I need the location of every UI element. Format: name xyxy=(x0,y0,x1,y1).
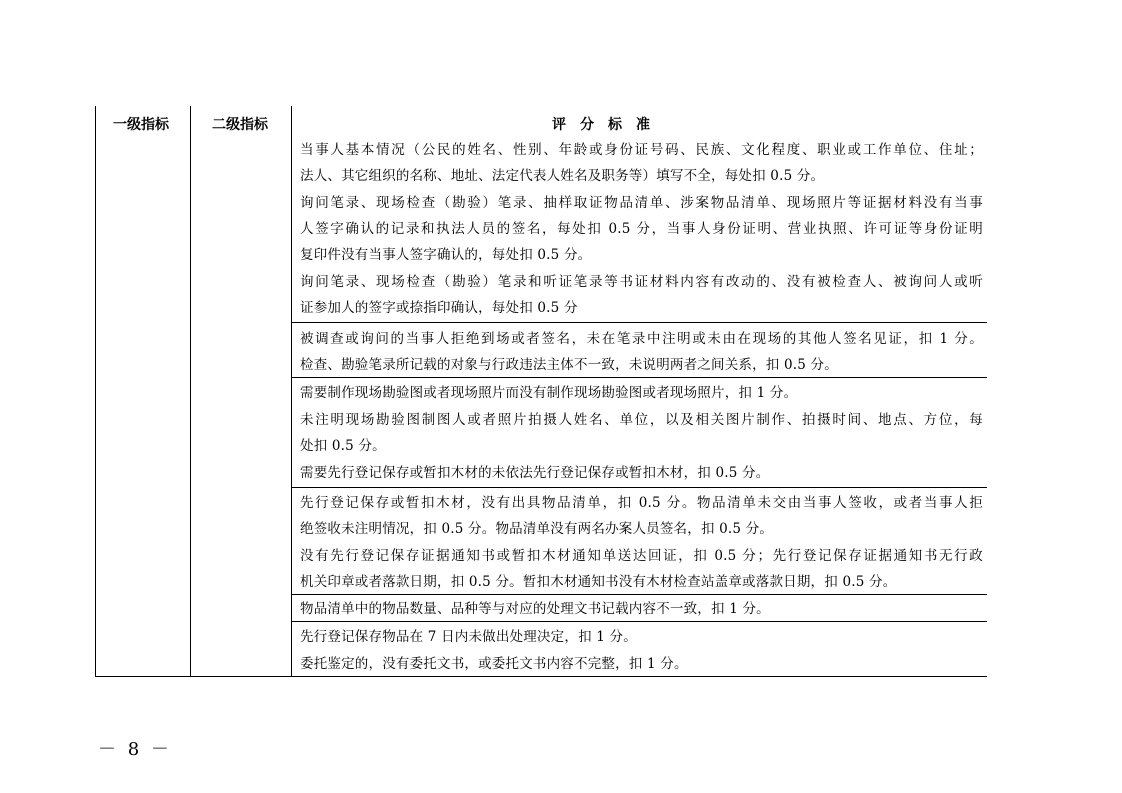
criteria-block xyxy=(292,594,987,622)
criteria-line: 没有先行登记保存证据通知书或暂扣木材通知单送达回证，扣 0.5 分；先行登记保存证据通知书无行政 xyxy=(300,548,983,564)
criteria-line: 法人、其它组织的名称、地址、法定代表人姓名及职务等）填写不全，每处扣 0.5 分。 xyxy=(300,168,825,184)
criteria-line: 先行登记保存物品在 7 日内未做出处理决定，扣 1 分。 xyxy=(300,629,637,645)
criteria-block xyxy=(292,377,987,488)
criteria-line: 检查、勘验笔录所记载的对象与行政违法主体不一致，未说明两者之间关系，扣 0.5 分。 xyxy=(300,357,838,373)
criteria-block xyxy=(292,487,987,595)
criteria-block xyxy=(292,322,987,378)
criteria-line: 绝签收未注明情况，扣 0.5 分。物品清单没有两名办案人员签名，扣 0.5 分。 xyxy=(300,521,774,537)
criteria-line: 询问笔录、现场检查（勘验）笔录和听证笔录等书证材料内容有改动的、没有被检查人、被询问人或听 xyxy=(300,274,983,290)
header-level2-indicator: 二级指标 xyxy=(212,117,268,133)
criteria-block xyxy=(292,136,987,322)
criteria-line: 人签字确认的记录和执法人员的签名，每处扣 0.5 分，当事人身份证明、营业执照、许可证等身份证明 xyxy=(300,221,983,237)
column-divider-1 xyxy=(190,106,191,677)
criteria-line: 被调查或询问的当事人拒绝到场或者签名，未在笔录中注明或未由在现场的其他人签名见证，扣 1 分。 xyxy=(300,331,983,347)
criteria-line: 处扣 0.5 分。 xyxy=(300,438,386,454)
header-level1-indicator: 一级指标 xyxy=(113,117,169,133)
criteria-line: 复印件没有当事人签字确认的，每处扣 0.5 分。 xyxy=(300,247,592,263)
table-border-left xyxy=(95,106,96,677)
criteria-line: 物品清单中的物品数量、品种等与对应的处理文书记载内容不一致，扣 1 分。 xyxy=(300,601,770,617)
criteria-block xyxy=(292,621,987,678)
header-scoring-criteria: 评 分 标 准 xyxy=(552,117,650,133)
criteria-line: 未注明现场勘验图制图人或者照片拍摄人姓名、单位，以及相关图片制作、拍摄时间、地点、方位，每 xyxy=(300,412,983,428)
scoring-table xyxy=(95,106,987,677)
criteria-line: 机关印章或者落款日期，扣 0.5 分。暂扣木材通知书没有木材检查站盖章或落款日期，扣 0.5 分。 xyxy=(300,574,897,590)
page-number: － 8 － xyxy=(98,739,172,760)
criteria-line: 当事人基本情况（公民的姓名、性别、年龄或身份证号码、民族、文化程度、职业或工作单位、住址； xyxy=(300,142,983,158)
criteria-line: 需要制作现场勘验图或者现场照片而没有制作现场勘验图或者现场照片，扣 1 分。 xyxy=(300,385,798,401)
criteria-line: 证参加人的签字或捺指印确认，每处扣 0.5 分 xyxy=(300,300,578,316)
criteria-line: 委托鉴定的，没有委托文书，或委托文书内容不完整，扣 1 分。 xyxy=(300,656,688,672)
criteria-line: 先行登记保存或暂扣木材，没有出具物品清单，扣 0.5 分。物品清单未交由当事人签收，或者当事人拒 xyxy=(300,495,983,511)
criteria-line: 询问笔录、现场检查（勘验）笔录、抽样取证物品清单、涉案物品清单、现场照片等证据材料没有当事 xyxy=(300,195,983,211)
criteria-line: 需要先行登记保存或暂扣木材的未依法先行登记保存或暂扣木材，扣 0.5 分。 xyxy=(300,465,770,481)
